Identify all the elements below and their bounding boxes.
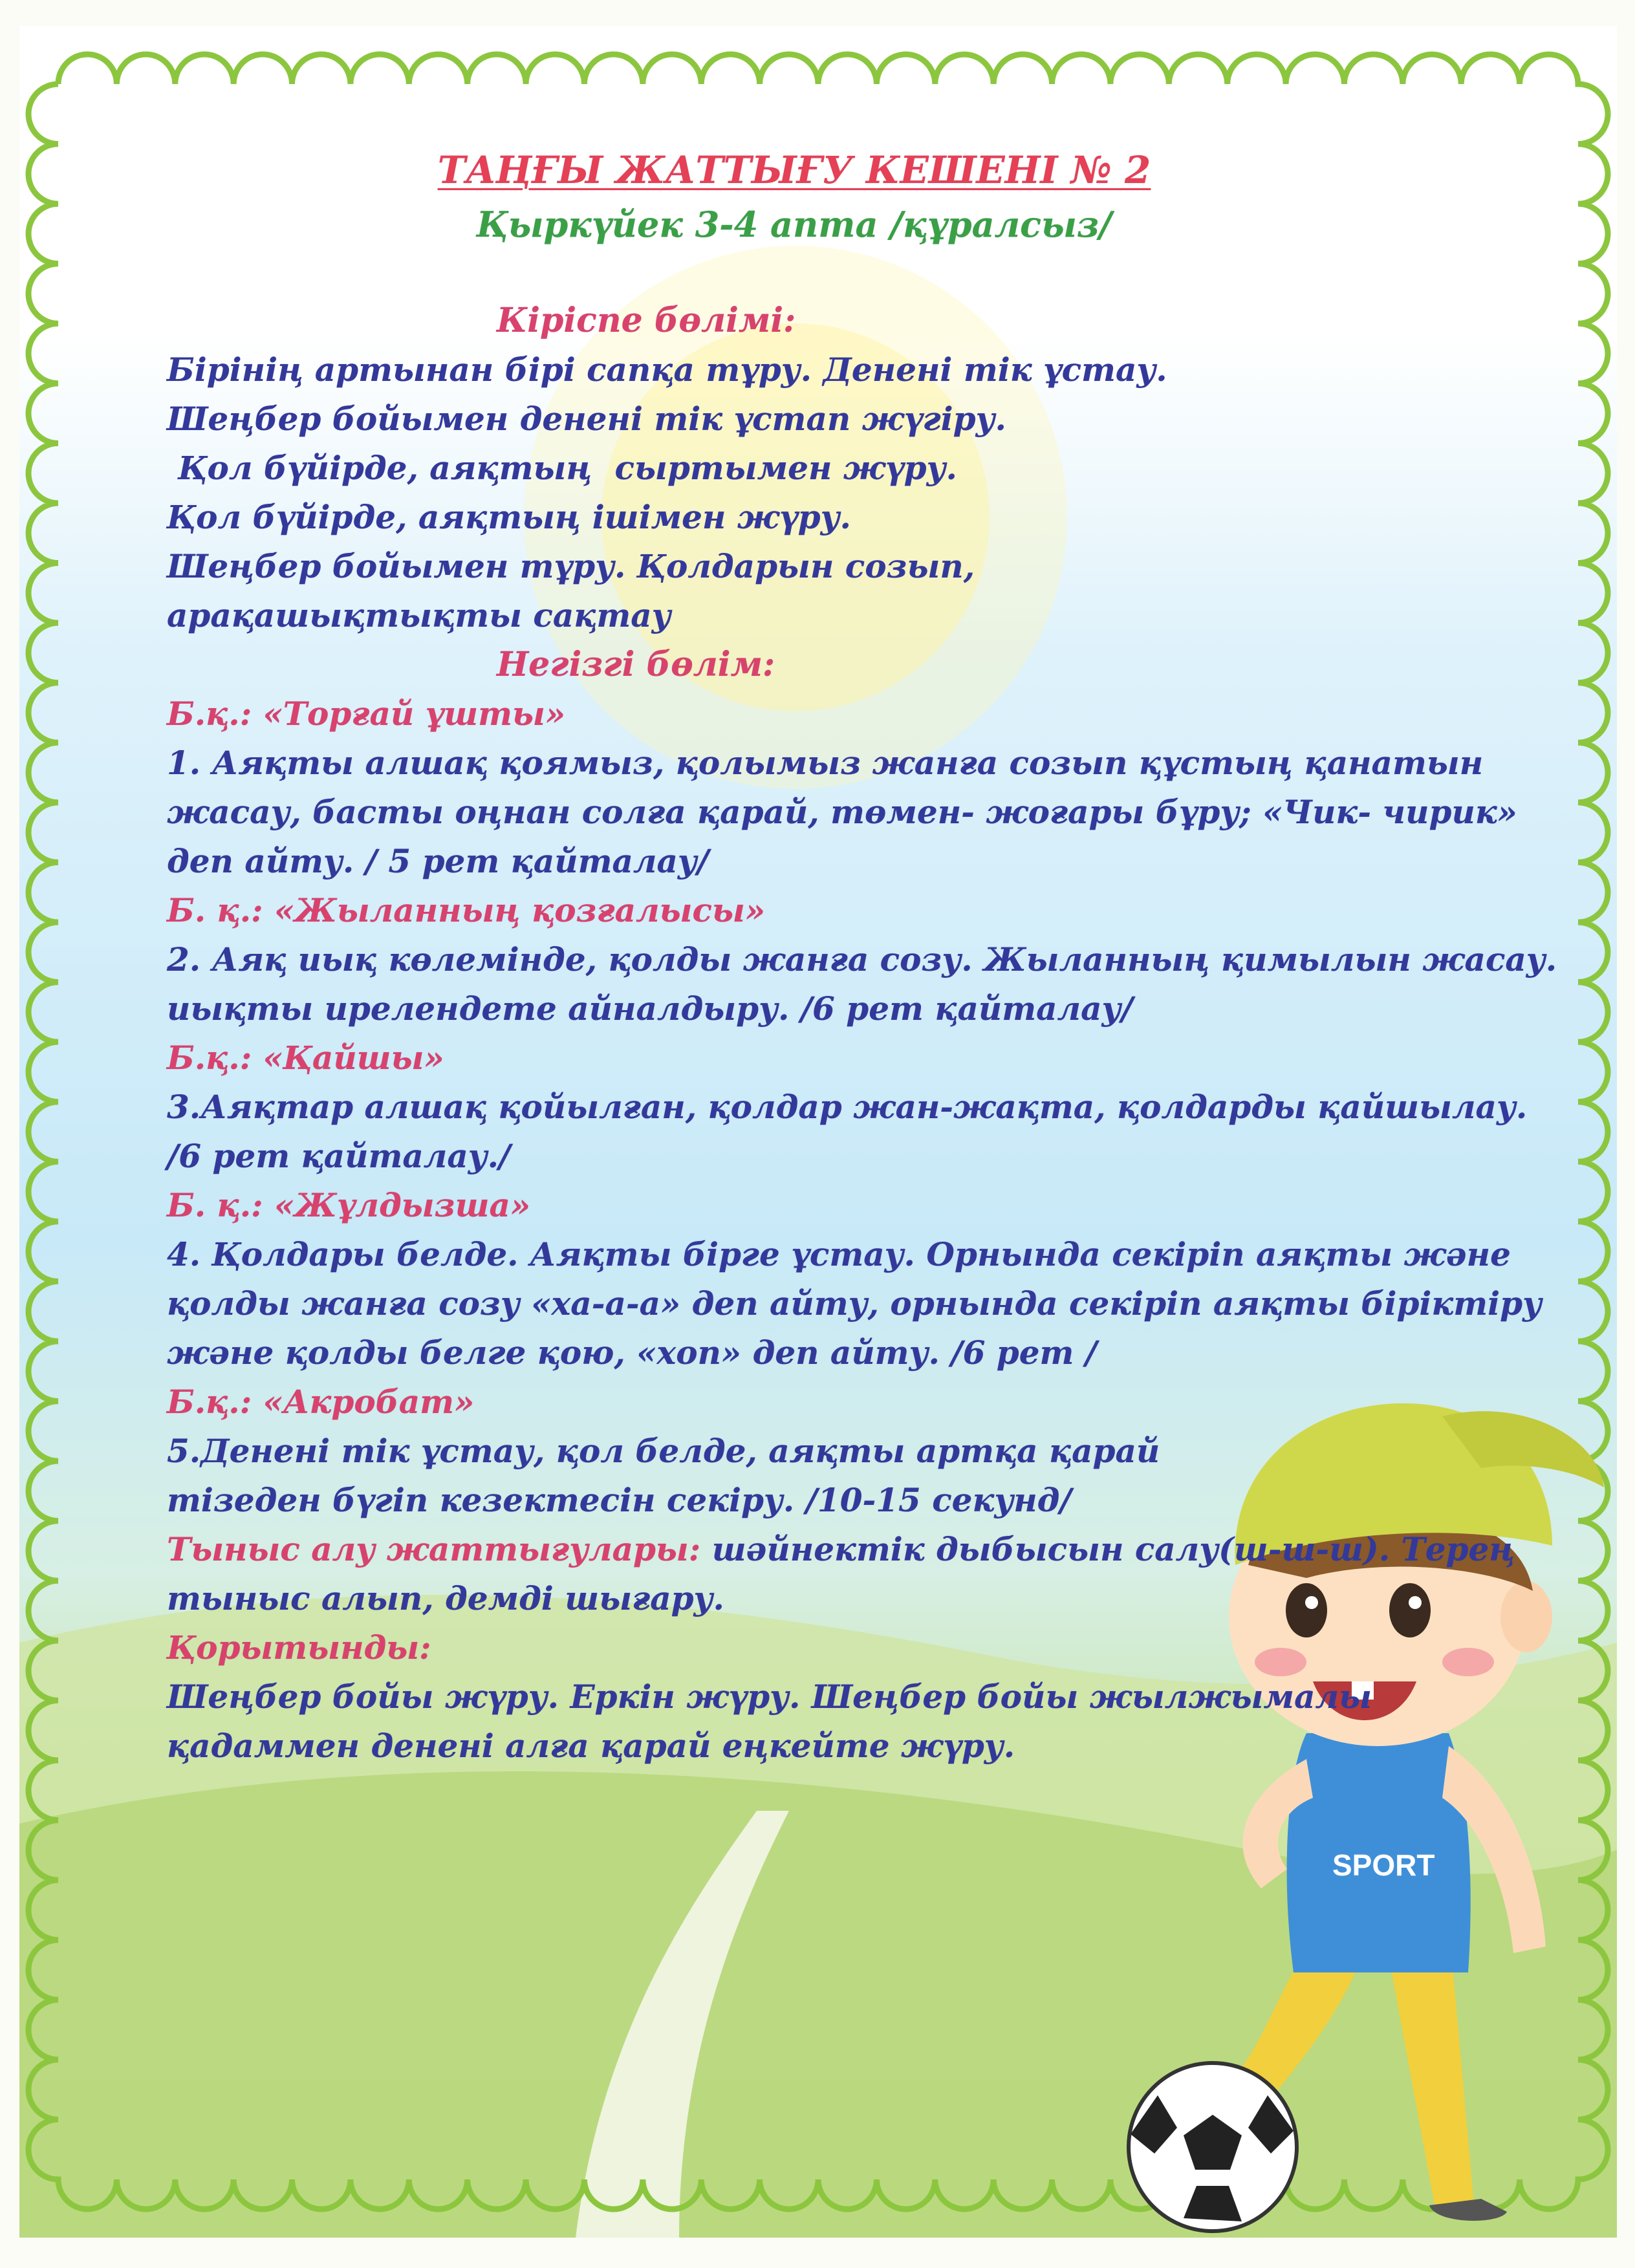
exercise-line: 1. Аяқты алшақ қоямыз, қолымыз жанға созып құстың қанатын [167, 744, 1484, 782]
intro-line: Бірінің артынан бірі сапқа тұру. Денені тік ұстау. [167, 351, 1167, 389]
exercise-line: 2. Аяқ иық көлемінде, қолды жанға созу. Жыланның қимылын жасау. [167, 940, 1557, 978]
intro-line: Шеңбер бойымен тұру. Қолдарын созып, [167, 547, 975, 585]
intro-line: Қол бүйірде, аяқтың ішімен жүру. [167, 498, 851, 536]
breathing-line [167, 1525, 1515, 1574]
exercise-line: /6 рет қайталау./ [167, 1137, 511, 1175]
intro-line: арақашықтықты сақтау [167, 596, 671, 634]
intro-line: Қол бүйірде, аяқтың сыртымен жүру. [167, 449, 957, 487]
exercise-line: деп айту. / 5 рет қайталау/ [167, 842, 709, 880]
intro-line: Шеңбер бойымен денені тік ұстап жүгіру. [167, 400, 1006, 438]
conclusion-line: Шеңбер бойы жүру. Еркін жүру. Шеңбер бойы жылжымалы [167, 1678, 1372, 1716]
exercise-line: қолды жанға созу «ха-а-а» деп айту, орнында секіріп аяқты біріктіру [167, 1284, 1543, 1323]
exercise-line: тізеден бүгіп кезектесін секіру. /10-15 секунд/ [167, 1481, 1072, 1519]
exercise-line: 5.Денені тік ұстау, қол белде, аяқты артқа қарай [167, 1432, 1160, 1470]
exercise-name: Б.қ.: «Акробат» [167, 1383, 475, 1421]
exercise-line: 3.Аяқтар алшақ қойылған, қолдар жан-жақта, қолдарды қайшылау. [167, 1088, 1528, 1126]
page-title: ТАҢҒЫ ЖАТТЫҒУ КЕШЕНІ № 2 [437, 148, 1151, 192]
breathing-line-2: тыныс алып, демді шығару. [167, 1579, 724, 1617]
exercise-line: 4. Қолдары белде. Аяқты бірге ұстау. Орнында секіріп аяқты және [167, 1235, 1511, 1273]
exercise-line: және қолды белге қою, «хоп» деп айту. /6 рет / [167, 1334, 1098, 1372]
conclusion-line: қадаммен денені алға қарай еңкейте жүру. [167, 1727, 1015, 1765]
exercise-name: Б. қ.: «Жыланның қозғалысы» [167, 891, 766, 929]
intro-heading: Кіріспе бөлімі: [497, 301, 796, 340]
exercise-name: Б. қ.: «Жұлдызша» [167, 1186, 531, 1224]
content [167, 142, 1557, 1771]
exercise-name: Б.қ.: «Қайшы» [167, 1039, 444, 1077]
shirt-text: SPORT [1332, 1848, 1435, 1882]
conclusion-heading: Қорытынды: [167, 1628, 431, 1667]
page-subtitle: Қыркүйек 3-4 апта /құралсыз/ [476, 204, 1112, 245]
main-heading: Негізгі бөлім: [497, 645, 775, 684]
breathing-label: Тыныс алу жаттығулары: [167, 1530, 701, 1568]
breathing-text: шәйнектік дыбысын салу(ш-ш-ш). Терең [700, 1530, 1515, 1568]
exercise-line: жасау, басты оңнан солға қарай, төмен- жоғары бұру; «Чик- чирик» [167, 793, 1517, 831]
exercise-line: иықты ирелендете айналдыру. /6 рет қайталау/ [167, 989, 1133, 1028]
boy-ear [1500, 1581, 1552, 1652]
poster [19, 26, 1617, 2238]
exercise-name: Б.қ.: «Торғай ұшты» [167, 695, 566, 733]
